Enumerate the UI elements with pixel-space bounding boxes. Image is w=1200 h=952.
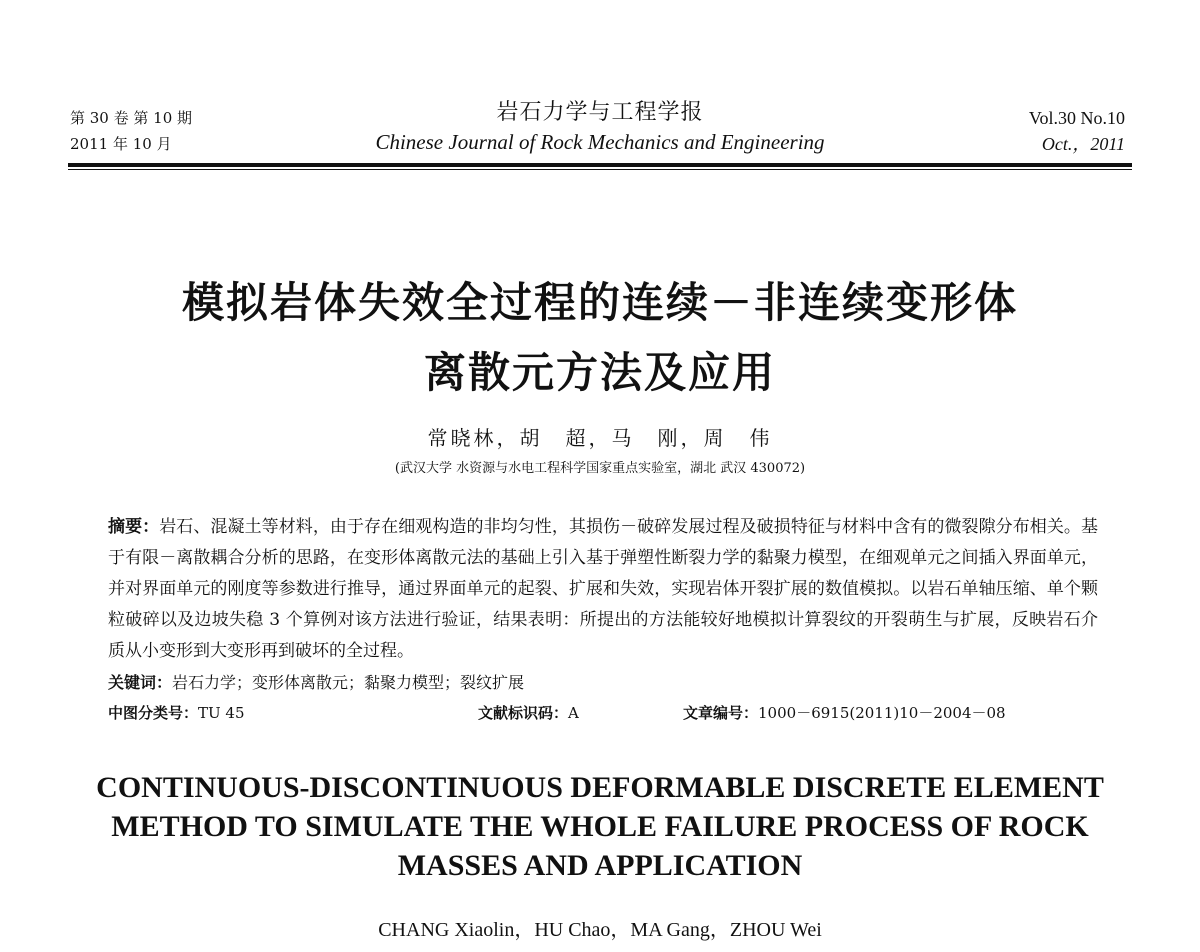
header-right	[1029, 105, 1125, 157]
header-rule-thick	[68, 163, 1132, 167]
article-value: 1000－6915(2011)10－2004－08	[758, 704, 1006, 722]
journal-name-en: Chinese Journal of Rock Mechanics and Engineering	[375, 130, 825, 154]
article-label: 文章编号：	[683, 704, 759, 722]
clc-number	[108, 702, 245, 723]
header-center	[0, 98, 1200, 156]
title-line-1: 模拟岩体失效全过程的连续－非连续变形体	[181, 278, 1018, 327]
journal-name-cn: 岩石力学与工程学报	[496, 100, 704, 125]
paper-title-en: CONTINUOUS-DISCONTINUOUS DEFORMABLE DISCRETE ELEMENT METHOD TO SIMULATE THE WHOLE FAILURE PROCESS OF ROCK MASSES AND APPLICATION	[96, 771, 1104, 882]
authors-cn: 常晓林，胡 超，马 刚，周 伟	[427, 426, 773, 450]
authors-en: CHANG Xiaolin，HU Chao，MA Gang，ZHOU Wei	[378, 919, 822, 941]
abstract-label: 摘要：	[108, 517, 160, 537]
paper-title-cn	[0, 268, 1200, 408]
volume-cn: 第 30 卷 第 10 期	[70, 109, 193, 127]
doc-value: A	[568, 704, 579, 722]
article-number	[683, 702, 1006, 723]
title-line-2: 离散元方法及应用	[423, 348, 776, 397]
date-cn: 2011 年 10 月	[70, 135, 172, 153]
clc-value: TU 45	[198, 704, 245, 722]
affiliation-cn: (武汉大学 水资源与水电工程科学国家重点实验室，湖北 武汉 430072)	[394, 461, 806, 476]
header-rule-thin	[68, 169, 1132, 170]
volume-en: Vol.30 No.10	[1028, 108, 1125, 128]
doc-label: 文献标识码：	[478, 704, 569, 722]
date-en: Oct.，2011	[1041, 134, 1125, 154]
keywords-label: 关键词：	[108, 673, 173, 692]
keywords-text: 岩石力学；变形体离散元；黏聚力模型；裂纹扩展	[172, 673, 525, 692]
abstract-text: 岩石、混凝土等材料，由于存在细观构造的非均匀性，其损伤－破碎发展过程及破损特征与材料中含有的微裂隙分布相关。基于有限－离散耦合分析的思路，在变形体离散元法的基础上引入基于弹塑性断裂力学的黏聚力模型，在细观单元之间插入界面单元，并对界面单元的刚度等参数进行推导，通过界面单元的起裂、扩展和失效，实现岩体开裂扩展的数值模拟。以岩石单轴压缩、单个颗粒破碎以及边坡失稳 3 个算例对该方法进行验证，结果表明：所提出的方法能较好地模拟计算裂纹的开裂萌生与扩展，反映岩石介质从小变形到大变形再到破坏的全过程。	[108, 517, 1099, 661]
abstract	[108, 512, 1098, 667]
document-code	[478, 702, 579, 723]
keywords	[108, 670, 524, 693]
clc-label: 中图分类号：	[108, 704, 199, 722]
